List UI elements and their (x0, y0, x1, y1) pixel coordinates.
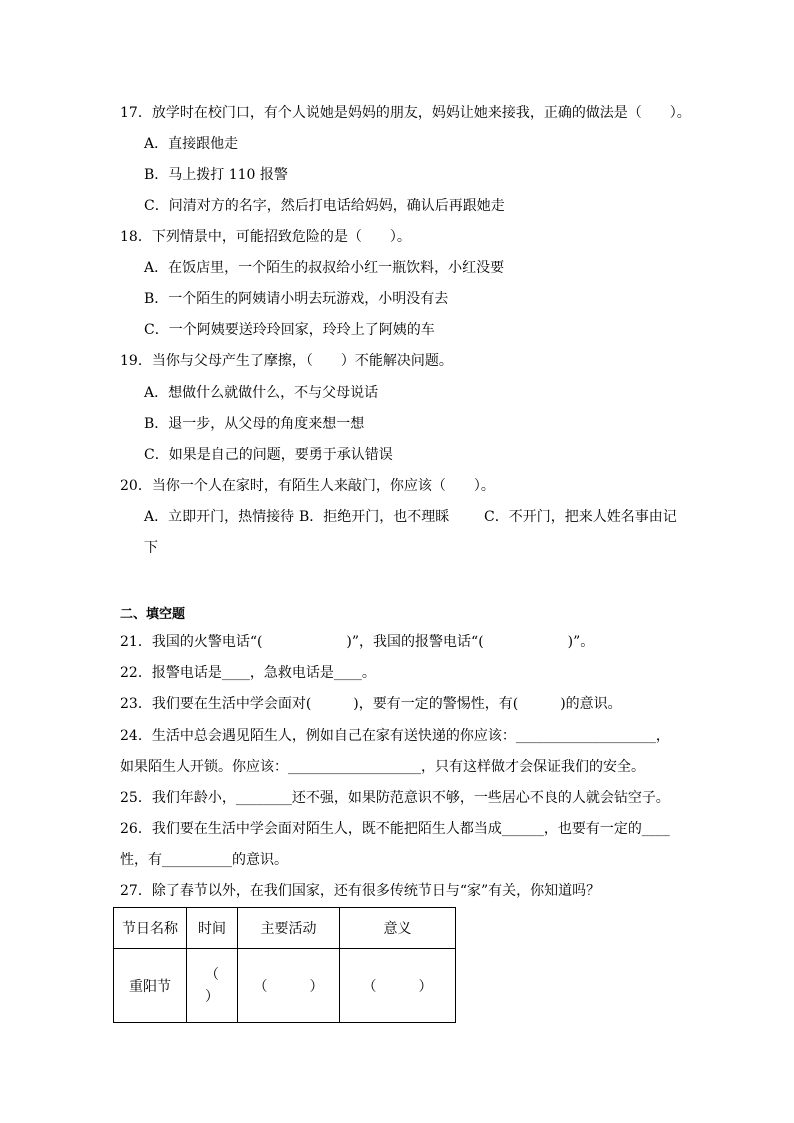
q17-stem: 17．放学时在校门口，有个人说她是妈妈的朋友，妈妈让她来接我，正确的做法是（ ）。 (120, 105, 691, 121)
table-header-row (114, 908, 456, 949)
header-meaning: 意义 (340, 908, 456, 949)
q26-line1: 26．我们要在生活中学会面对陌生人，既不能把陌生人都当成______，也要有一定的____ (120, 821, 670, 837)
q24-line2: 如果陌生人开锁。你应该：___________________，只有这样做才会保证我们的安全。 (120, 759, 645, 775)
q27: 27．除了春节以外，在我们国家，还有很多传统节日与“家”有关，你知道吗？ (120, 883, 601, 899)
q23: 23．我们要在生活中学会面对( )，要有一定的警惕性，有( )的意识。 (120, 696, 622, 712)
q18-option-b[interactable]: B．一个陌生的阿姨请小明去玩游戏，小明没有去 (144, 291, 449, 307)
q19-option-b[interactable]: B．退一步，从父母的角度来想一想 (144, 416, 365, 432)
q18-option-c[interactable]: C．一个阿姨要送玲玲回家，玲玲上了阿姨的车 (144, 322, 435, 338)
section-title: 二、填空题 (120, 607, 186, 622)
q17-option-c[interactable]: C．问清对方的名字，然后打电话给妈妈，确认后再跟她走 (144, 198, 505, 214)
header-main-activity: 主要活动 (238, 908, 340, 949)
q18-stem: 18．下列情景中，可能招致危险的是（ ）。 (120, 229, 411, 245)
time-paren-open: （ (205, 966, 219, 983)
q19-stem: 19．当你与父母产生了摩擦，（ ）不能解决问题。 (120, 353, 453, 369)
q20-option-b[interactable]: B．拒绝开门，也不理睬 (299, 509, 450, 525)
q24-line1: 24．生活中总会遇见陌生人，例如自己在家有送快递的你应该：____________________， (120, 728, 670, 744)
header-festival-name: 节日名称 (114, 908, 187, 949)
q20-stem: 20．当你一个人在家时，有陌生人来敲门，你应该（ ）。 (120, 478, 495, 494)
q20-option-c[interactable]: C．不开门，把来人姓名事由记 (484, 509, 677, 525)
q18-option-a[interactable]: A．在饭店里，一个陌生的叔叔给小红一瓶饮料，小红没要 (144, 260, 505, 276)
q19-option-c[interactable]: C．如果是自己的问题，要勇于承认错误 (144, 447, 393, 463)
q20-option-c-continued: 下 (144, 540, 158, 556)
q20-option-a[interactable]: A．立即开门，热情接待 (144, 509, 295, 525)
cell-meaning[interactable]: （ ） (340, 949, 456, 1023)
q21: 21．我国的火警电话“( )”，我国的报警电话“( )”。 (120, 634, 595, 650)
q22: 22．报警电话是____，急救电话是____。 (120, 665, 376, 681)
q25: 25．我们年龄小，________还不强，如果防范意识不够，一些居心不良的人就会钻空子。 (120, 790, 670, 806)
cell-time[interactable] (187, 949, 238, 1023)
q19-option-a[interactable]: A．想做什么就做什么，不与父母说话 (144, 385, 379, 401)
header-time: 时间 (187, 908, 238, 949)
q17-option-b[interactable]: B．马上拨打 110 报警 (144, 167, 288, 183)
table-row (114, 949, 456, 1023)
q26-line2: 性，有__________的意识。 (120, 852, 288, 868)
q17-option-a[interactable]: A．直接跟他走 (144, 136, 239, 152)
time-paren-close: ） (205, 988, 219, 1005)
cell-festival-name: 重阳节 (114, 949, 187, 1023)
cell-activity[interactable]: （ ） (238, 949, 340, 1023)
festival-table (113, 907, 456, 1023)
